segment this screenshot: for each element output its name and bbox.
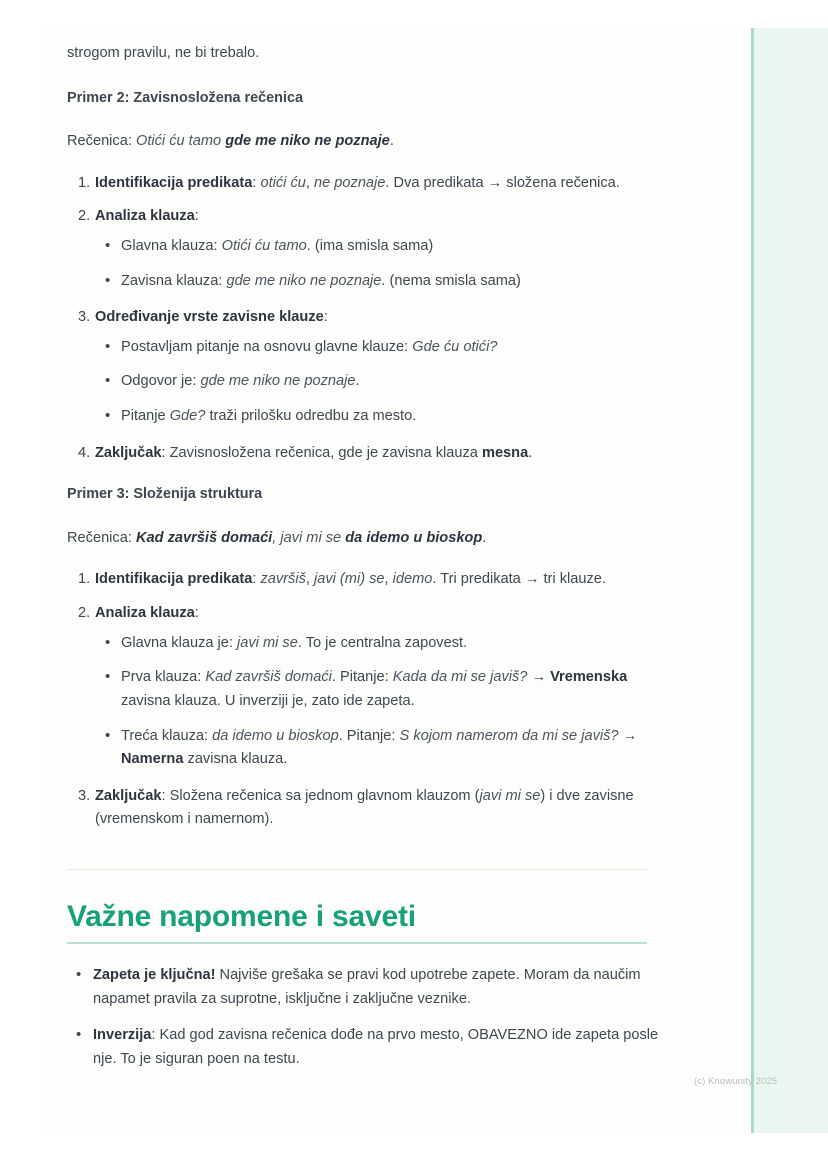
bullet-question: S kojom namerom da mi se javiš? xyxy=(399,727,619,744)
bullet-suffix: . (ima smisla sama) xyxy=(306,237,434,254)
list-item xyxy=(95,725,667,772)
arrow-glyph-icon: → xyxy=(618,727,638,744)
list-item xyxy=(67,785,667,832)
step-conclusion: . Dva predikata → složena rečenica. xyxy=(385,174,620,191)
example-2-heading: Primer 2: Zavisnosložena rečenica xyxy=(67,89,303,106)
bullet-prefix: Prva klauza: xyxy=(121,669,206,686)
list-number: 1. xyxy=(78,571,91,588)
list-item xyxy=(67,205,667,293)
note-label: Zapeta je ključna! xyxy=(93,967,216,984)
arrow-glyph-icon: → xyxy=(527,669,551,686)
list-item xyxy=(67,306,667,429)
step-separator: : xyxy=(194,604,199,621)
list-item xyxy=(95,235,667,259)
bullet-suffix: . xyxy=(355,373,360,390)
example-2-steps xyxy=(67,172,667,466)
list-number: 2. xyxy=(78,604,91,621)
sentence-label: Rečenica: xyxy=(67,529,132,546)
sentence-subordinate-clause: gde me niko ne poznaje xyxy=(225,132,390,149)
bullet-answer: gde me niko ne poznaje xyxy=(200,373,356,390)
bullet-prefix: Odgovor je: xyxy=(121,373,201,390)
sentence-period: . xyxy=(482,529,487,546)
predicate-3: idemo xyxy=(392,571,433,588)
list-item xyxy=(95,336,667,360)
bullet-question: Kada da mi se javiš? xyxy=(392,669,528,686)
step-separator: : xyxy=(252,174,261,191)
sentence-purpose-clause: da idemo u bioskop xyxy=(345,529,483,546)
bullet-question: Gde ću otići? xyxy=(412,338,498,355)
clause-analysis-list xyxy=(95,632,667,772)
step-separator: : xyxy=(161,787,170,804)
list-item xyxy=(67,568,667,592)
list-item xyxy=(95,270,667,294)
list-item xyxy=(67,602,667,772)
bullet-prefix: Treća klauza: xyxy=(121,727,213,744)
list-number: 3. xyxy=(78,787,91,804)
list-item xyxy=(67,172,667,196)
step-separator: : xyxy=(323,309,328,326)
step-label: Identifikacija predikata xyxy=(95,571,253,588)
clause-type-bold: mesna xyxy=(481,444,529,461)
list-item xyxy=(95,405,667,429)
list-item xyxy=(95,632,667,656)
sentence-temporal-clause: Kad završiš domaći xyxy=(135,529,273,546)
step-label: Analiza klauza xyxy=(95,208,195,225)
bullet-clause: javi mi se xyxy=(237,634,298,651)
note-text: : Kad god zavisna rečenica dođe na prvo mesto, OBAVEZNO ide zapeta posle nje. To je siguran poen na testu. xyxy=(93,1027,659,1068)
list-item xyxy=(95,666,667,713)
conclusion-text: Složena rečenica sa jednom glavnom klauzom ( xyxy=(169,787,480,804)
bullet-clause: da idemo u bioskop xyxy=(212,727,339,744)
list-item xyxy=(67,964,667,1011)
list-item xyxy=(67,442,667,466)
bullet-suffix: . To je centralna zapovest. xyxy=(297,634,468,651)
list-number: 2. xyxy=(78,208,91,225)
bullet-question-word: Gde? xyxy=(169,408,206,425)
bullet-prefix: Glavna klauza: xyxy=(121,237,222,254)
conclusion-period: . xyxy=(528,444,533,461)
right-side-panel xyxy=(751,28,828,1133)
example-3-sentence xyxy=(67,527,667,551)
predicate-2: ne poznaje xyxy=(314,174,386,191)
list-item xyxy=(95,370,667,394)
example-3-heading: Primer 3: Složenija struktura xyxy=(67,486,263,503)
main-clause-italic: javi mi se xyxy=(479,787,541,804)
list-number: 1. xyxy=(78,174,91,191)
bullet-suffix: traži prilošku odredbu za mesto. xyxy=(205,408,417,425)
sentence-period: . xyxy=(389,132,394,149)
bullet-suffix: . (nema smisla sama) xyxy=(381,272,521,289)
step-separator: : xyxy=(252,571,261,588)
clause-type-bold: Vremenska xyxy=(550,669,628,686)
bullet-question-label: . Pitanje: xyxy=(331,669,393,686)
sentence-main-clause: , javi mi se xyxy=(272,529,346,546)
note-text: Najviše grešaka se pravi kod upotrebe zapete. Moram da naučim napamet pravila za suprotne, isključne i zaključne veznike. xyxy=(93,967,641,1007)
bullet-prefix: Pitanje xyxy=(121,408,170,425)
step-label: Analiza klauza xyxy=(95,604,195,621)
step-label: Identifikacija predikata xyxy=(95,174,253,191)
step-separator: : xyxy=(161,444,170,461)
page-title: Važne napomene i saveti xyxy=(67,900,416,934)
list-item xyxy=(67,1024,667,1071)
bullet-suffix: zavisna klauza. xyxy=(183,751,288,768)
predicate-1: završiš xyxy=(260,571,306,588)
document-content xyxy=(67,28,667,1085)
copyright-watermark: (c) Knowunity 2025 xyxy=(694,1076,778,1087)
step-separator: : xyxy=(194,208,199,225)
document-page xyxy=(42,28,828,1133)
bullet-prefix: Glavna klauza je: xyxy=(121,634,238,651)
bullet-clause: gde me niko ne poznaje xyxy=(226,272,382,289)
sentence-label: Rečenica: xyxy=(67,132,132,149)
predicate-delim: , xyxy=(384,571,393,588)
list-number: 3. xyxy=(78,309,91,326)
clause-analysis-list xyxy=(95,235,667,293)
continued-paragraph: strogom pravilu, ne bi trebalo. xyxy=(67,45,260,61)
bullet-clause: Otići ću tamo xyxy=(221,237,307,254)
sentence-main-clause: Otići ću tamo xyxy=(135,132,226,149)
step-conclusion: . Tri predikata → tri klauze. xyxy=(432,571,606,588)
bullet-suffix: zavisna klauza. U inverziji je, zato ide zapeta. xyxy=(121,692,415,709)
conclusion-suffix: ) i dve zavisne (vremenskom i namernom). xyxy=(95,787,634,828)
list-number: 4. xyxy=(78,444,91,461)
step-label: Određivanje vrste zavisne klauze xyxy=(95,309,324,326)
predicate-1: otići ću xyxy=(260,174,306,191)
notes-list xyxy=(67,964,667,1072)
note-label: Inverzija xyxy=(93,1027,152,1044)
bullet-prefix: Zavisna klauza: xyxy=(121,272,227,289)
bullet-clause: Kad završiš domaći xyxy=(205,669,332,686)
example-2-sentence xyxy=(67,130,667,154)
predicate-2: javi (mi) se xyxy=(313,571,385,588)
step-label: Zaključak xyxy=(95,787,162,804)
bullet-question-label: . Pitanje: xyxy=(338,727,400,744)
predicate-delim: , xyxy=(305,571,314,588)
step-label: Zaključak xyxy=(95,444,162,461)
clause-type-list xyxy=(95,336,667,429)
predicate-delim: , xyxy=(305,174,314,191)
clause-type-bold: Namerna xyxy=(121,751,184,768)
conclusion-text: Zavisnosložena rečenica, gde je zavisna klauza xyxy=(169,444,482,461)
bullet-prefix: Postavljam pitanje na osnovu glavne klauze: xyxy=(121,338,413,355)
example-3-steps xyxy=(67,568,667,832)
